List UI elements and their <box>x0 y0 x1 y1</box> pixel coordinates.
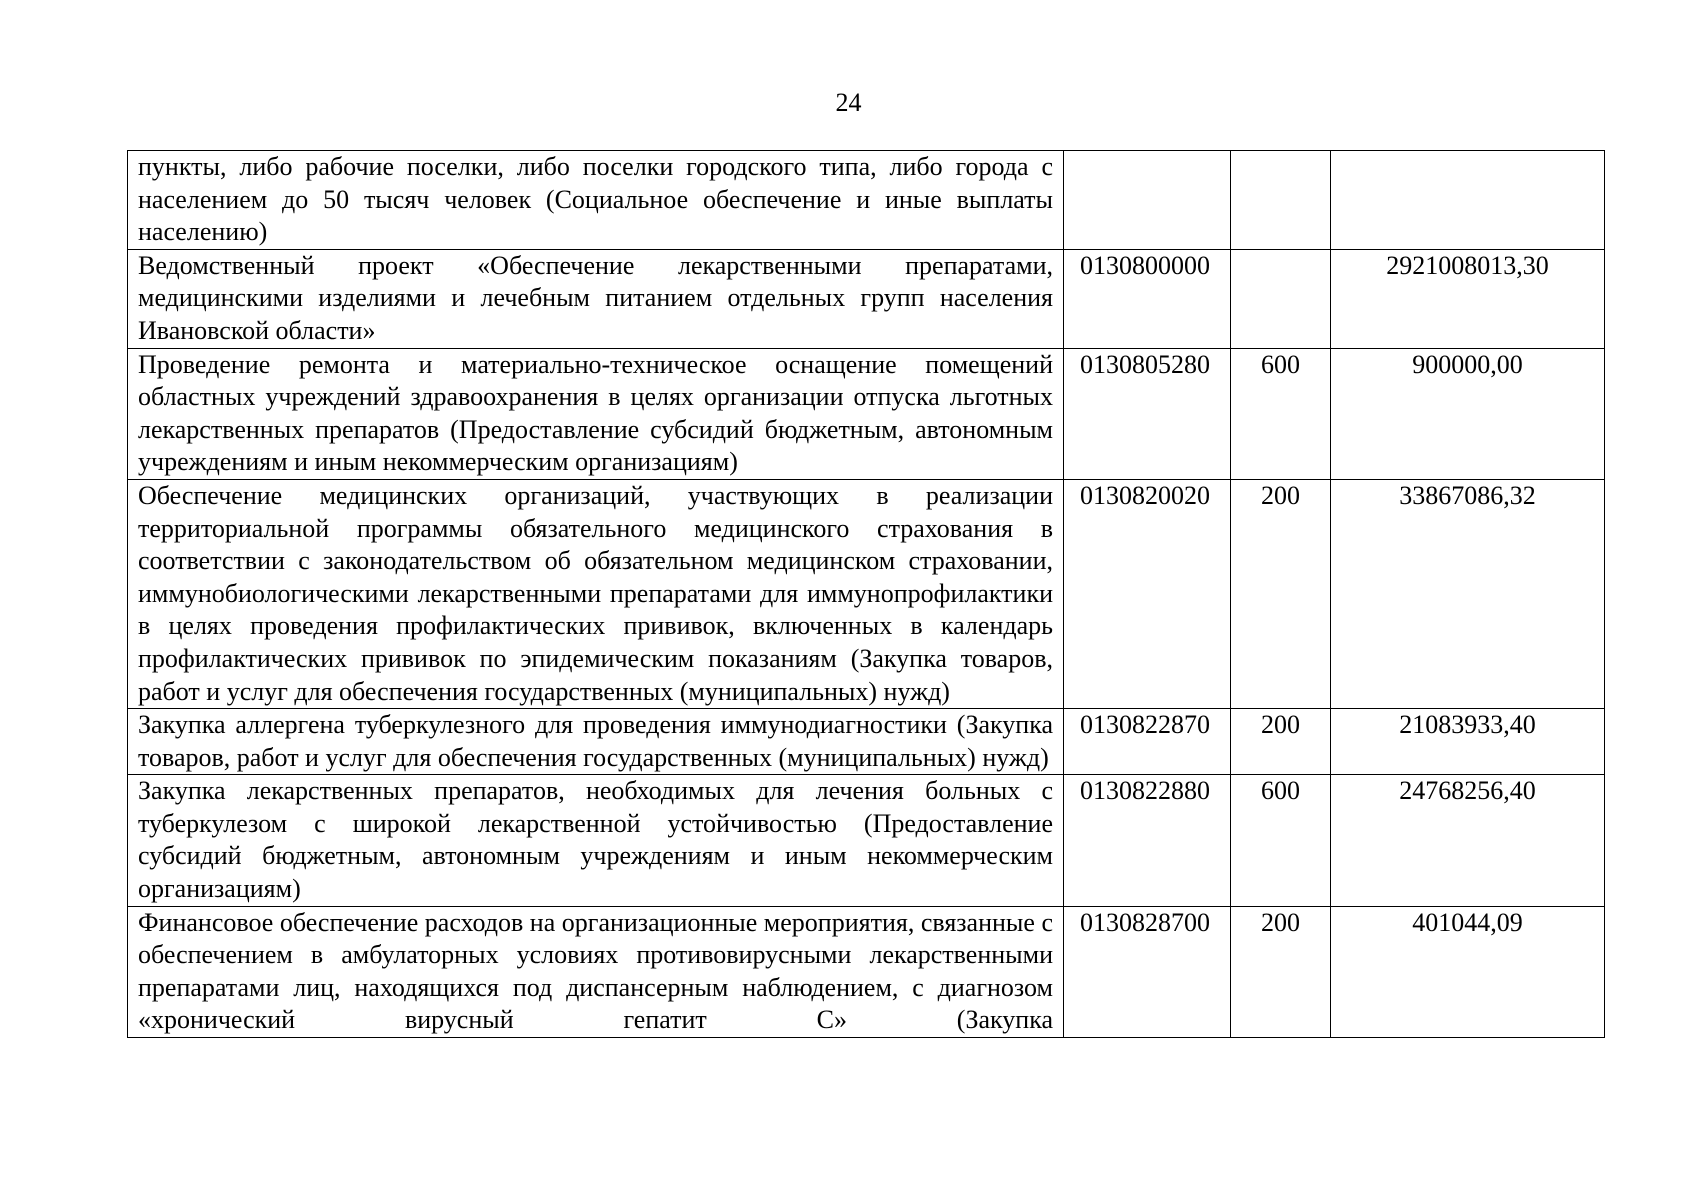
table-row <box>128 479 1605 708</box>
amount-cell: 2921008013,30 <box>1331 249 1605 348</box>
expense-name-cell: Финансовое обеспечение расходов на организационные мероприятия, связанные с обеспечением в амбулаторных условиях противовирусными лекарственными препаратами лиц, находящихся под диспансерным наблюдением, с диагнозом «хронический вирусный гепатит С» (Закупка <box>128 906 1064 1037</box>
expense-name-cell: Ведомственный проект «Обеспечение лекарственными препаратами, медицинскими изделиями и лечебным питанием отдельных групп населения Ивановской области» <box>128 249 1064 348</box>
expense-name-cell: Закупка лекарственных препаратов, необходимых для лечения больных с туберкулезом с широкой лекарственной устойчивостью (Предоставление субсидий бюджетным, автономным учреждениям и иным некоммерческим организациям) <box>128 775 1064 906</box>
target-code-cell: 0130822870 <box>1064 709 1231 775</box>
amount-cell: 401044,09 <box>1331 906 1605 1037</box>
amount-cell: 21083933,40 <box>1331 709 1605 775</box>
budget-table <box>127 150 1605 1038</box>
expense-name-cell: Проведение ремонта и материально-техническое оснащение помещений областных учреждений здравоохранения в целях организации отпуска льготных лекарственных препаратов (Предоставление субсидий бюджетным, автономным учреждениям и иным некоммерческим организациям) <box>128 348 1064 479</box>
table-row <box>128 151 1605 250</box>
expense-type-cell: 200 <box>1231 906 1331 1037</box>
table-row <box>128 709 1605 775</box>
expense-type-cell: 600 <box>1231 775 1331 906</box>
target-code-cell <box>1064 151 1231 250</box>
amount-cell: 900000,00 <box>1331 348 1605 479</box>
target-code-cell: 0130820020 <box>1064 479 1231 708</box>
table-row <box>128 348 1605 479</box>
target-code-cell: 0130800000 <box>1064 249 1231 348</box>
target-code-cell: 0130828700 <box>1064 906 1231 1037</box>
target-code-cell: 0130822880 <box>1064 775 1231 906</box>
expense-type-cell: 600 <box>1231 348 1331 479</box>
expense-type-cell: 200 <box>1231 709 1331 775</box>
amount-cell <box>1331 151 1605 250</box>
target-code-cell: 0130805280 <box>1064 348 1231 479</box>
expense-type-cell <box>1231 151 1331 250</box>
table-row <box>128 906 1605 1037</box>
page-number: 24 <box>835 88 862 117</box>
expense-type-cell <box>1231 249 1331 348</box>
amount-cell: 24768256,40 <box>1331 775 1605 906</box>
table-row <box>128 249 1605 348</box>
expense-name-cell: пункты, либо рабочие поселки, либо поселки городского типа, либо города с населением до 50 тысяч человек (Социальное обеспечение и иные выплаты населению) <box>128 151 1064 250</box>
expense-name-cell: Обеспечение медицинских организаций, участвующих в реализации территориальной программы обязательного медицинского страхования в соответствии с законодательством об обязательном медицинском страховании, иммунобиологическими лекарственными препаратами для иммунопрофилактики в целях проведения профилактических прививок, включенных в календарь профилактических прививок по эпидемическим показаниям (Закупка товаров, работ и услуг для обеспечения государственных (муниципальных) нужд) <box>128 479 1064 708</box>
table-row <box>128 775 1605 906</box>
expense-name-cell: Закупка аллергена туберкулезного для проведения иммунодиагностики (Закупка товаров, работ и услуг для обеспечения государственных (муниципальных) нужд) <box>128 709 1064 775</box>
expense-type-cell: 200 <box>1231 479 1331 708</box>
amount-cell: 33867086,32 <box>1331 479 1605 708</box>
